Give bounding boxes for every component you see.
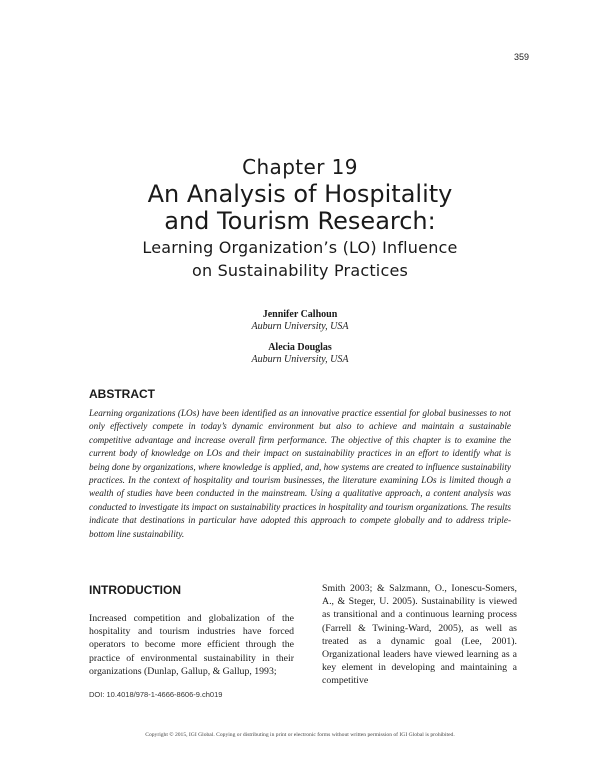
doi-line: DOI: 10.4018/978-1-4666-8606-9.ch019	[89, 690, 223, 699]
introduction-heading: INTRODUCTION	[89, 583, 181, 597]
title-line-2: and Tourism Research:	[164, 207, 436, 235]
body-column-right: Smith 2003; & Salzmann, O., Ionescu-Somers, A., & Steger, U. 2005). Sustainability is viewed as transitional and a continuous learning process (Farrell & Twining-Ward, 2005), as well as treated as a dynamic goal (Lee, 2001). Organizational leaders have viewed learning as a key element in developing and maintaining a competitive	[322, 583, 517, 687]
author-name: Jennifer Calhoun	[262, 309, 338, 320]
copyright-notice: Copyright © 2015, IGI Global. Copying or distributing in print or electronic forms without written permission of IGI Global is prohibited.	[145, 732, 455, 738]
subtitle-line-2: on Sustainability Practices	[191, 261, 409, 280]
author-name: Alecia Douglas	[268, 342, 332, 353]
author-affiliation: Auburn University, USA	[251, 321, 349, 332]
abstract-text: Learning organizations (LOs) have been identified as an innovative practice essential for global businesses to not only effectively compete in today’s dynamic environment but also to achieve and maintain a sustainable competitive advantage and increase overall firm performance. The objective of this chapter is to examine the current body of knowledge on LOs and their impact on sustainability practices in an effort to identify what is being done by organizations, where knowledge is applied, and, how systems are created to influence sustainability practices. In the context of hospitality and tourism businesses, the literature examining LOs is limited though a wealth of studies have been conducted in the mainstream. Using a qualitative approach, a content analysis was conducted to investigate its impact on sustainability practices in hospitality and tourism organizations. The results indicate that destinations in particular have adopted this approach to compete globally and to address triple-bottom line sustainability.	[89, 408, 511, 539]
author-block	[0, 342, 600, 366]
author-block	[0, 309, 600, 333]
chapter-label: Chapter 19	[242, 155, 358, 179]
abstract-heading: ABSTRACT	[89, 387, 155, 401]
chapter-title	[0, 181, 600, 281]
title-line-1: An Analysis of Hospitality	[147, 180, 453, 208]
body-column-left: Increased competition and globalization of the hospitality and tourism industries have forced operators to become more efficient through the practice of environmental sustainability in their organizations (Dunlap, Gallup, & Gallup, 1993;	[89, 613, 294, 677]
subtitle-line-1: Learning Organization’s (LO) Influence	[142, 238, 458, 257]
page-number: 359	[513, 52, 529, 62]
author-affiliation: Auburn University, USA	[251, 354, 349, 365]
